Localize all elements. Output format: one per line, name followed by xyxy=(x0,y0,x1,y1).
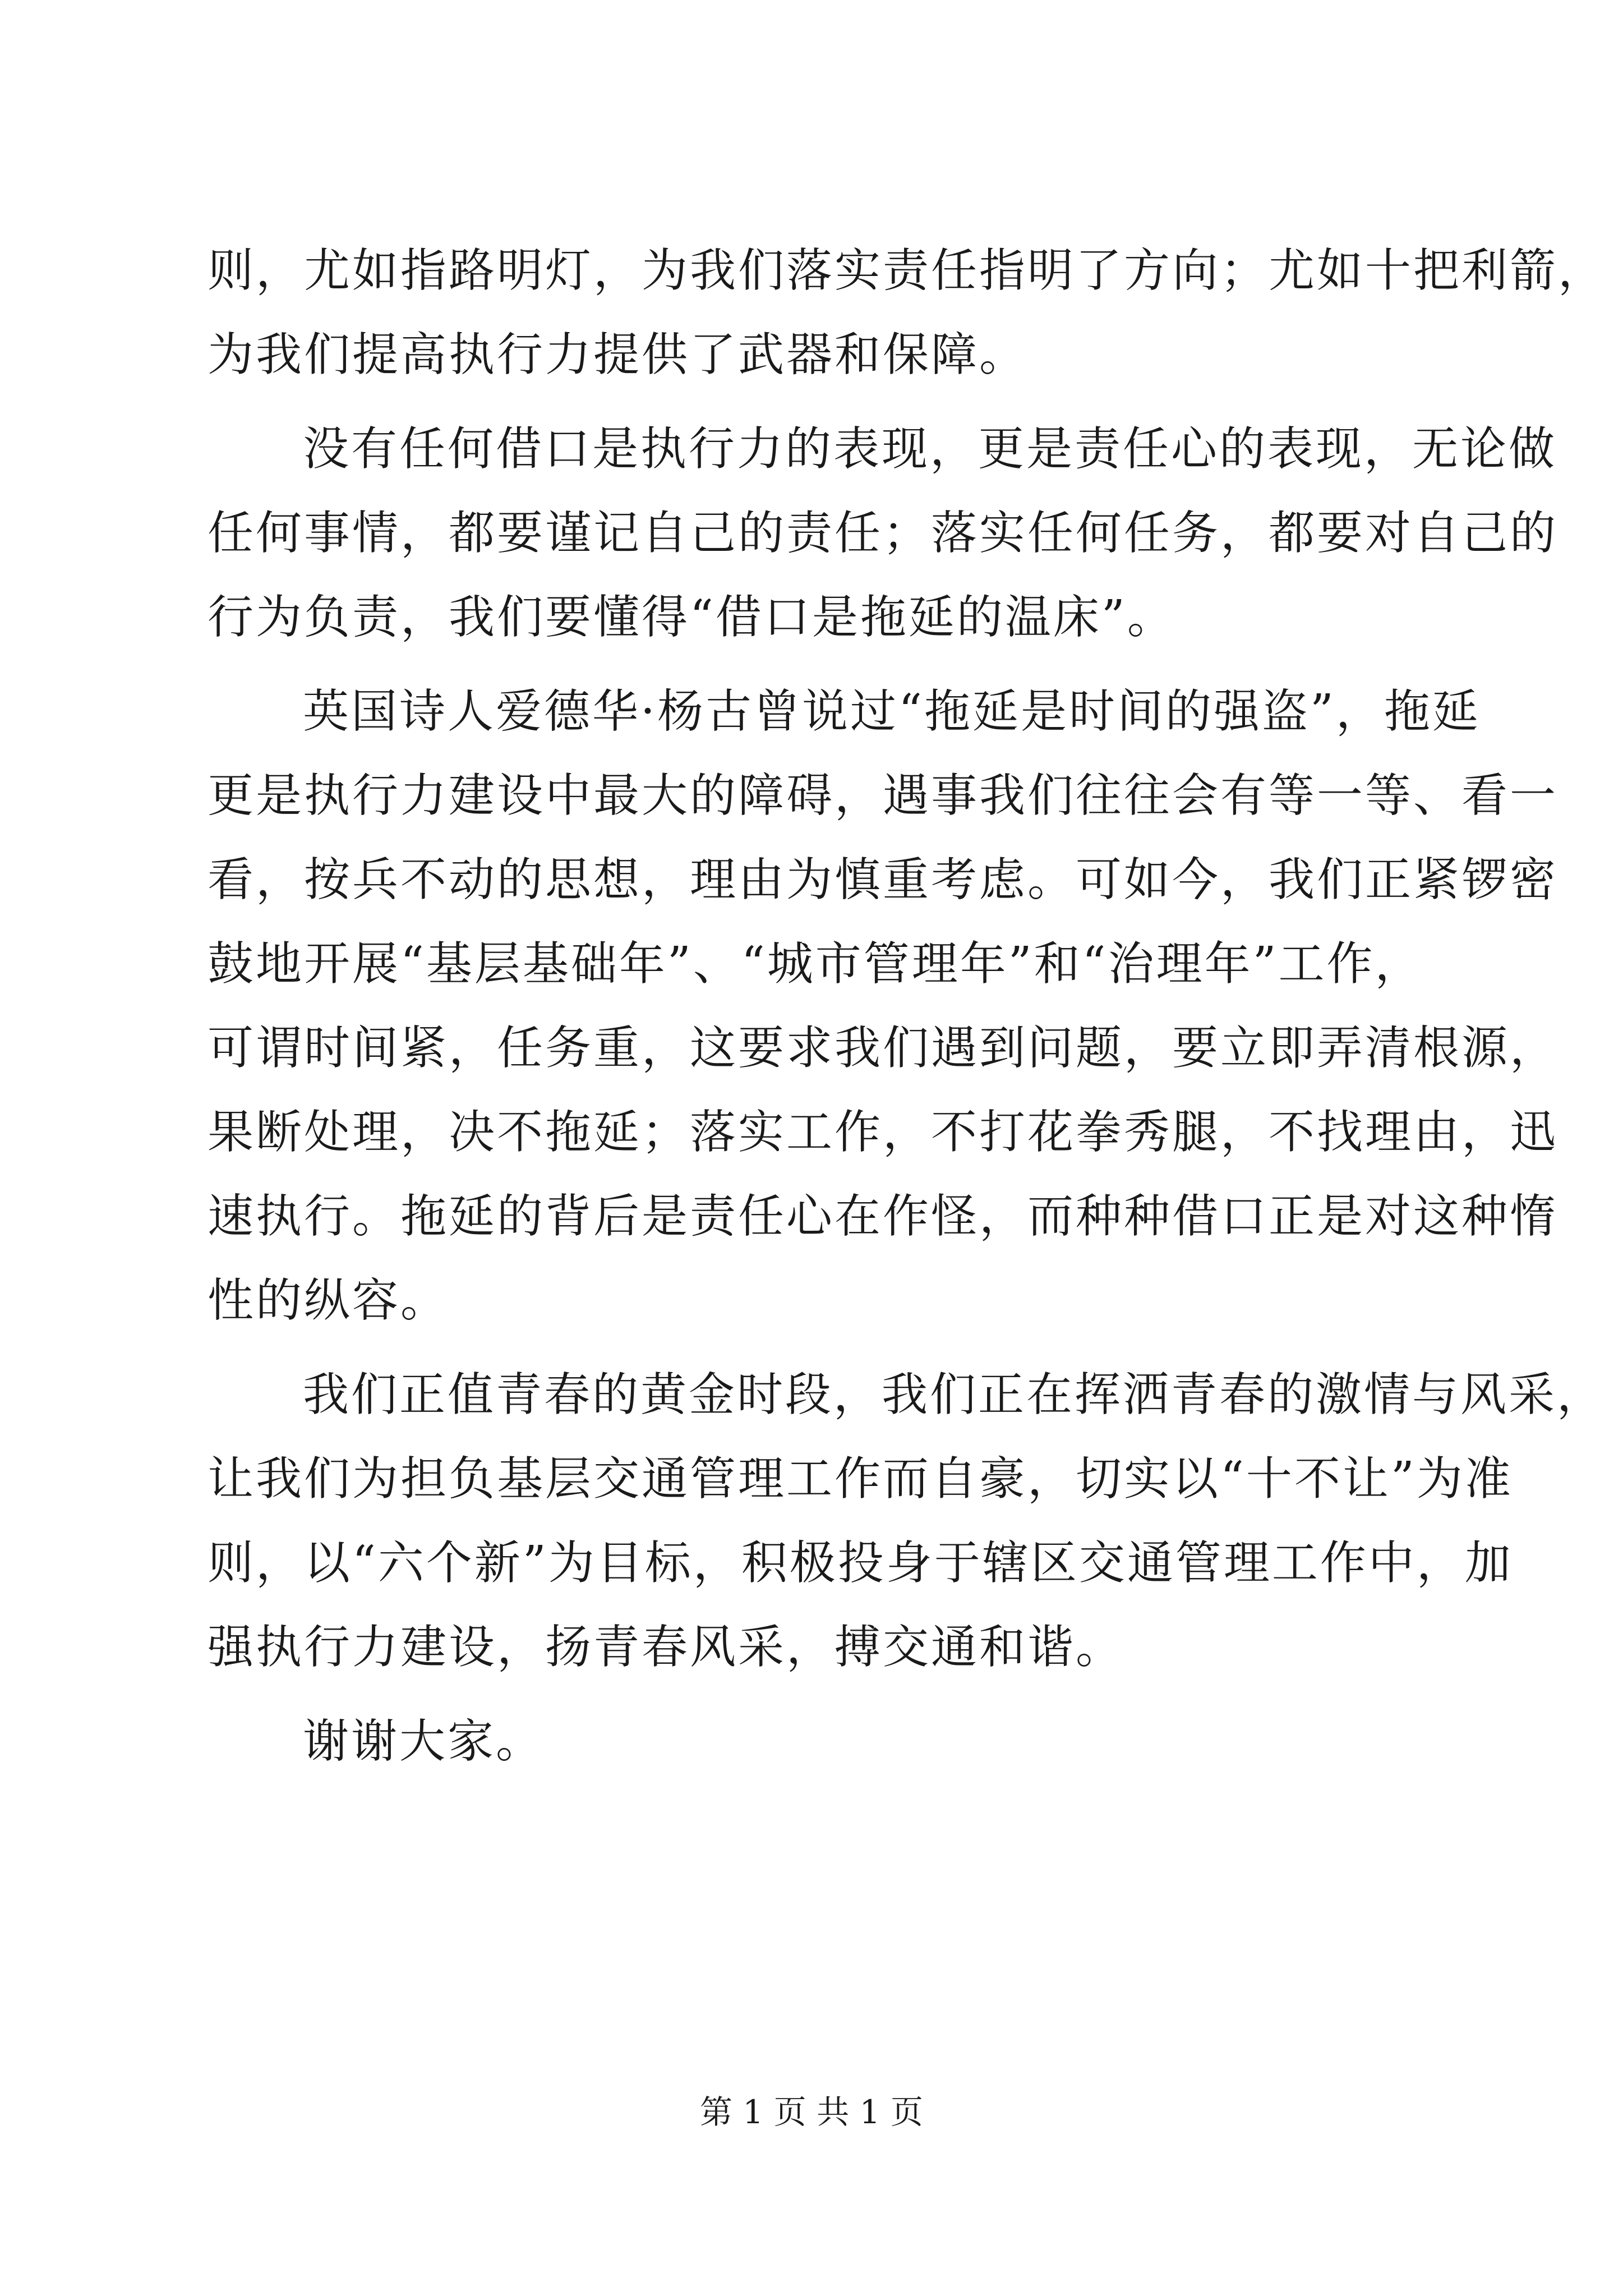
paragraph-start-line: 我们正值青春的黄金时段，我们正在挥洒青春的激情与风采， xyxy=(303,1368,1606,1421)
text-line: 行为负责，我们要懂得“借口是拖延的温床”。 xyxy=(208,591,1175,644)
text-line: 则，尤如指路明灯，为我们落实责任指明了方向；尤如十把利箭， xyxy=(208,244,1607,297)
text-line: 果断处理，决不拖延；落实工作，不打花拳秀腿，不找理由，迅 xyxy=(208,1106,1559,1159)
text-line: 为我们提高执行力提供了武器和保障。 xyxy=(208,328,1028,381)
paragraph-start-line: 英国诗人爱德华·杨古曾说过“拖延是时间的强盗”，拖延 xyxy=(303,685,1481,738)
text-line: 速执行。拖延的背后是责任心在作怪，而种种借口正是对这种惰 xyxy=(208,1190,1559,1243)
paragraph-start-line: 没有任何借口是执行力的表现，更是责任心的表现，无论做 xyxy=(303,422,1557,476)
text-line: 让我们为担负基层交通管理工作而自豪，切实以“十不让”为准 xyxy=(208,1452,1513,1506)
text-line: 强执行力建设，扬青春风采，搏交通和谐。 xyxy=(208,1621,1124,1674)
document-body xyxy=(208,229,1607,1784)
text-line: 可谓时间紧，任务重，这要求我们遇到问题，要立即弄清根源， xyxy=(208,1022,1559,1075)
text-line: 则，以“六个新”为目标，积极投身于辖区交通管理工作中，加 xyxy=(208,1536,1513,1590)
page-number-footer: 第 1 页 共 1 页 xyxy=(700,2093,923,2131)
text-line: 性的纵容。 xyxy=(208,1274,449,1327)
text-line: 看，按兵不动的思想，理由为慎重考虑。可如今，我们正紧锣密 xyxy=(208,853,1559,907)
closing-line: 谢谢大家。 xyxy=(303,1715,545,1768)
text-line: 鼓地开展“基层基础年”、“城市管理年”和“治理年”工作， xyxy=(208,937,1423,991)
text-line: 更是执行力建设中最大的障碍，遇事我们往往会有等一等、看一 xyxy=(208,769,1559,822)
text-line: 任何事情，都要谨记自己的责任；落实任何任务，都要对自己的 xyxy=(208,507,1559,560)
